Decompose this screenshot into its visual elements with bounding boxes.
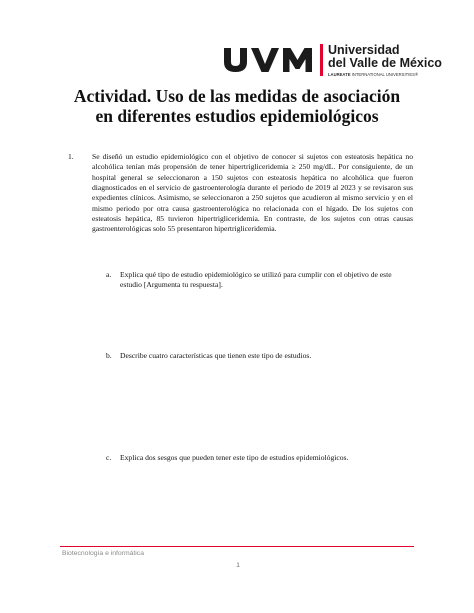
laureate-brand: LAUREATE [328, 72, 351, 77]
subquestion-text: Describe cuatro características que tienen este tipo de estudios. [120, 351, 312, 360]
logo-separator [320, 44, 323, 76]
university-name-line2: del Valle de México [328, 56, 442, 70]
laureate-tagline [328, 72, 418, 77]
page-number: 1 [236, 562, 240, 569]
footer-divider [60, 546, 414, 547]
footer-label: Biotecnología e informática [62, 550, 144, 557]
uvm-logo-mark-icon [222, 48, 318, 72]
question-1 [68, 152, 413, 235]
university-name-line1: Universidad [328, 43, 400, 57]
subquestion-a [106, 270, 406, 291]
question-text: Se diseñó un estudio epidemiológico con el objetivo de conocer si sujetos con esteatosis hepática no alcohólica tenían más propensión de tener hipertrigliceridemia ≥ 250 mg/dL. Por consiguiente, de un hospital general se seleccionaron a 150 sujetos con esteatosis hepática no alcohólica que fueron diagnosticados en el servicio de gastroenterología durante el periodo de 2019 al 2023 y se revisaron sus expedientes clínicos. Asimismo, se seleccionaron a 250 sujetos que acudieron al mismo servicio y en el mismo periodo por otra causa gastroenterológica no relacionada con el hígado. De los sujetos con esteatosis hepática, 85 tuvieron hipertrigliceridemia. En contraste, de los sujetos con otras causas gastroenterológicas solo 55 presentaron hipertrigliceridemia. [92, 152, 413, 234]
uvm-logo [222, 43, 442, 78]
subquestion-text: Explica qué tipo de estudio epidemiológico se utilizó para cumplir con el objetivo de este estudio [Argumenta tu respuesta]. [120, 270, 392, 290]
subquestion-letter: a. [106, 270, 112, 279]
subquestion-b [106, 351, 406, 361]
laureate-rest: INTERNATIONAL UNIVERSITIES® [350, 72, 419, 77]
document-title: Actividad. Uso de las medidas de asociación en diferentes estudios epidemiológicos [73, 86, 401, 126]
subquestion-letter: b. [106, 351, 112, 360]
question-number: 1. [68, 152, 74, 161]
subquestion-letter: c. [106, 453, 112, 462]
subquestion-c [106, 453, 406, 463]
subquestion-text: Explica dos sesgos que pueden tener este tipo de estudios epidemiológicos. [120, 453, 349, 462]
